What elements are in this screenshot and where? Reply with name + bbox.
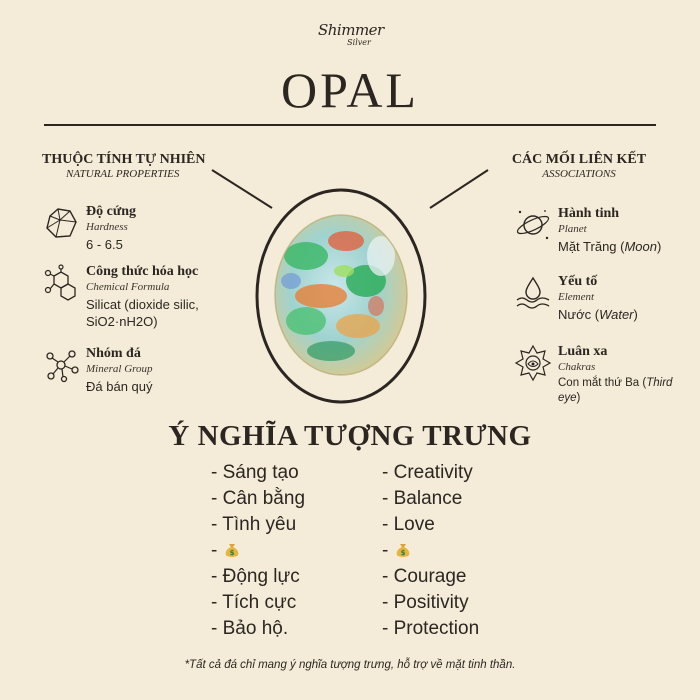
water-drop-icon — [514, 274, 552, 312]
planet-icon — [514, 206, 552, 244]
associations-subtitle: ASSOCIATIONS — [542, 168, 616, 180]
property-value: 6 - 6.5 — [86, 237, 123, 252]
logo-brand: Shimmer — [318, 21, 384, 39]
meaning-item: - Courage — [382, 566, 467, 587]
property-name: Độ cứng — [86, 204, 137, 219]
property-name: Công thức hóa học — [86, 264, 199, 279]
molecule-icon — [42, 264, 80, 302]
association-value: Mặt Trăng (Moon) — [558, 239, 662, 254]
money-bag-icon — [394, 541, 412, 559]
meaning-item: - Tình yêu — [211, 514, 297, 535]
network-icon — [42, 346, 80, 384]
meaning-item: - Love — [382, 514, 435, 535]
lotus-icon — [514, 344, 552, 382]
meaning-item: - Cân bằng — [211, 488, 306, 509]
meaning-item: - Sáng tạo — [211, 462, 299, 483]
natural-properties-heading — [42, 152, 232, 181]
opal-gem-image — [246, 186, 436, 406]
logo-sub: Silver — [347, 38, 371, 47]
property-name: Nhóm đá — [86, 346, 141, 361]
meaning-item: - Creativity — [382, 462, 473, 483]
association-name-en: Element — [558, 291, 595, 303]
property-name-en: Mineral Group — [86, 363, 153, 375]
association-name-en: Chakras — [558, 361, 596, 373]
brand-logo — [318, 22, 382, 56]
association-value: Nước (Water) — [558, 307, 638, 322]
property-value-line1: Silicat (dioxide silic, — [86, 297, 199, 312]
title-divider — [44, 124, 656, 126]
meaning-item: - Động lực — [211, 566, 300, 587]
meaning-item: - $ — [382, 538, 479, 564]
property-name-en: Hardness — [86, 221, 128, 233]
natural-properties-title: THUỘC TÍNH TỰ NHIÊN — [42, 152, 206, 167]
property-value-line2: SiO2·nH2O) — [86, 314, 158, 329]
money-bag-icon — [223, 541, 241, 559]
meaning-item: - Balance — [382, 488, 463, 509]
meaning-item: - Protection — [382, 618, 480, 639]
meaning-item: - $ — [211, 538, 305, 564]
footnote: *Tất cả đá chỉ mang ý nghĩa tượng trưng, hỗ trợ về mặt tinh thần. — [184, 659, 516, 671]
svg-text:$: $ — [400, 549, 406, 557]
crystal-icon — [42, 204, 80, 242]
associations-title: CÁC MỐI LIÊN KẾT — [511, 152, 647, 167]
meaning-item: - Bảo hộ. — [211, 618, 289, 639]
meaning-list-vietnamese — [211, 460, 305, 642]
svg-text:$: $ — [229, 549, 235, 557]
meaning-title: Ý NGHĨA TƯỢNG TRƯNG — [168, 420, 532, 452]
association-name-en: Planet — [558, 223, 587, 235]
natural-properties-subtitle: NATURAL PROPERTIES — [66, 168, 180, 180]
association-name: Luân xa — [558, 344, 608, 359]
meaning-item: - Positivity — [382, 592, 469, 613]
association-name: Hành tinh — [558, 206, 620, 221]
associations-heading — [484, 152, 674, 181]
page-title: OPAL — [281, 62, 419, 118]
association-value: Con mắt thứ Ba (Third eye) — [558, 377, 673, 404]
property-name-en: Chemical Formula — [86, 281, 170, 293]
association-name: Yếu tố — [558, 274, 598, 289]
meaning-item: - Tích cực — [211, 592, 297, 613]
property-value: Đá bán quý — [86, 379, 153, 394]
meaning-list-english — [382, 460, 479, 642]
